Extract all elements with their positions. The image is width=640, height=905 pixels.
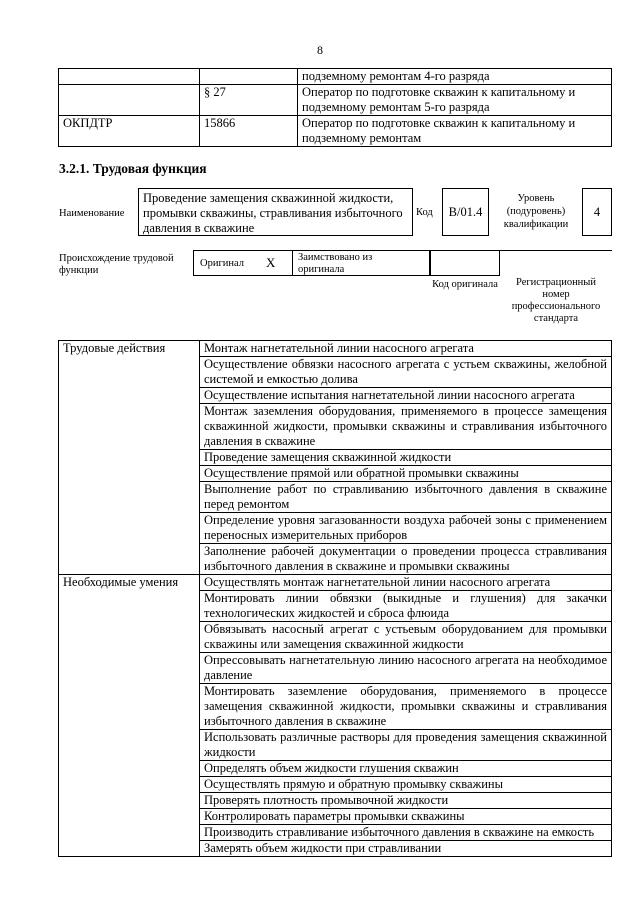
origin-label: Происхождение трудовой функции — [59, 253, 174, 276]
table-cell: подземному ремонтам 4-го разряда — [298, 69, 612, 85]
table-cell — [200, 69, 298, 85]
name-label: Наименование — [59, 208, 125, 219]
list-item: Выполнение работ по стравливанию избыточного давления в скважине перед ремонтом — [200, 482, 612, 513]
section-heading: 3.2.1. Трудовая функция — [59, 161, 207, 176]
list-item: Монтаж нагнетательной линии насосного агрегата — [200, 341, 612, 357]
function-code-box: B/01.4 — [442, 188, 489, 236]
table-cell — [59, 85, 200, 116]
table-row — [59, 69, 612, 85]
function-name-box: Проведение замещения скважинной жидкости, промывки скважины, стравливания избыточного давления в скважине — [138, 188, 413, 236]
list-item: Обвязывать насосный агрегат с устьевым оборудованием для промывки скважины или замещения скважинной жидкости — [200, 622, 612, 653]
list-item: Опрессовывать нагнетательную линию насосного агрегата на необходимое давление — [200, 653, 612, 684]
table-cell: ОКПДТР — [59, 116, 200, 147]
table-cell: Оператор по подготовке скважин к капитальному и подземному ремонтам 5-го разряда — [298, 85, 612, 116]
reg-number-box — [500, 250, 612, 276]
list-item: Монтировать линии обвязки (выкидные и глушения) для закачки технологических жидкостей и сброса флюида — [200, 591, 612, 622]
code-original-box — [430, 250, 500, 276]
list-item: Производить стравливание избыточного давления в скважине на емкость — [200, 825, 612, 841]
table-row — [59, 85, 612, 116]
origin-divider — [292, 250, 293, 276]
list-item: Заполнение рабочей документации о проведении процесса стравливания избыточного давления в скважине и промывки скважины — [200, 544, 612, 575]
skills-label: Необходимые умения — [59, 575, 200, 857]
list-item: Определять объем жидкости глушения скважин — [200, 761, 612, 777]
list-item: Осуществление прямой или обратной промывки скважины — [200, 466, 612, 482]
qualification-level-box: 4 — [582, 188, 612, 236]
list-item: Осуществлять монтаж нагнетательной линии насосного агрегата — [200, 575, 612, 591]
table-row — [59, 575, 612, 591]
qualification-level-label: Уровень (подуровень) квалификации — [503, 193, 569, 230]
table-cell: § 27 — [200, 85, 298, 116]
list-item: Монтаж заземления оборудования, применяемого в процессе замещения скважинной жидкости, промывки скважины и стравливания избыточного давления в скважине — [200, 404, 612, 450]
table-row — [59, 341, 612, 357]
labor-actions-label: Трудовые действия — [59, 341, 200, 575]
list-item: Осуществление обвязки насосного агрегата с устьем скважины, желобной системой и емкостью долива — [200, 357, 612, 388]
table-cell: 15866 — [200, 116, 298, 147]
original-mark: X — [266, 255, 276, 270]
borrowed-label: Заимствовано из оригинала — [298, 252, 373, 275]
list-item: Проведение замещения скважинной жидкости — [200, 450, 612, 466]
table-cell: Оператор по подготовке скважин к капитальному и подземному ремонтам — [298, 116, 612, 147]
list-item: Замерять объем жидкости при стравливании — [200, 841, 612, 857]
list-item: Монтировать заземление оборудования, применяемого в процессе замещения скважинной жидкости, промывки скважины и стравливания избыточного давления в скважине — [200, 684, 612, 730]
code-original-label: Код оригинала — [432, 279, 498, 290]
original-label: Оригинал — [200, 258, 244, 269]
list-item: Осуществление испытания нагнетательной линии насосного агрегата — [200, 388, 612, 404]
list-item: Проверять плотность промывочной жидкости — [200, 793, 612, 809]
function-details-table — [58, 340, 612, 857]
classification-table — [58, 68, 612, 147]
table-row — [59, 116, 612, 147]
page-number: 8 — [317, 43, 323, 57]
table-cell — [59, 69, 200, 85]
list-item: Осуществлять прямую и обратную промывку скважины — [200, 777, 612, 793]
list-item: Определение уровня загазованности воздуха рабочей зоны с применением переносных измерительных приборов — [200, 513, 612, 544]
list-item: Использовать различные растворы для проведения замещения скважинной жидкости — [200, 730, 612, 761]
reg-number-label: Регистрационный номер профессионального стандарта — [511, 277, 601, 324]
list-item: Контролировать параметры промывки скважины — [200, 809, 612, 825]
code-label: Код — [416, 207, 433, 218]
